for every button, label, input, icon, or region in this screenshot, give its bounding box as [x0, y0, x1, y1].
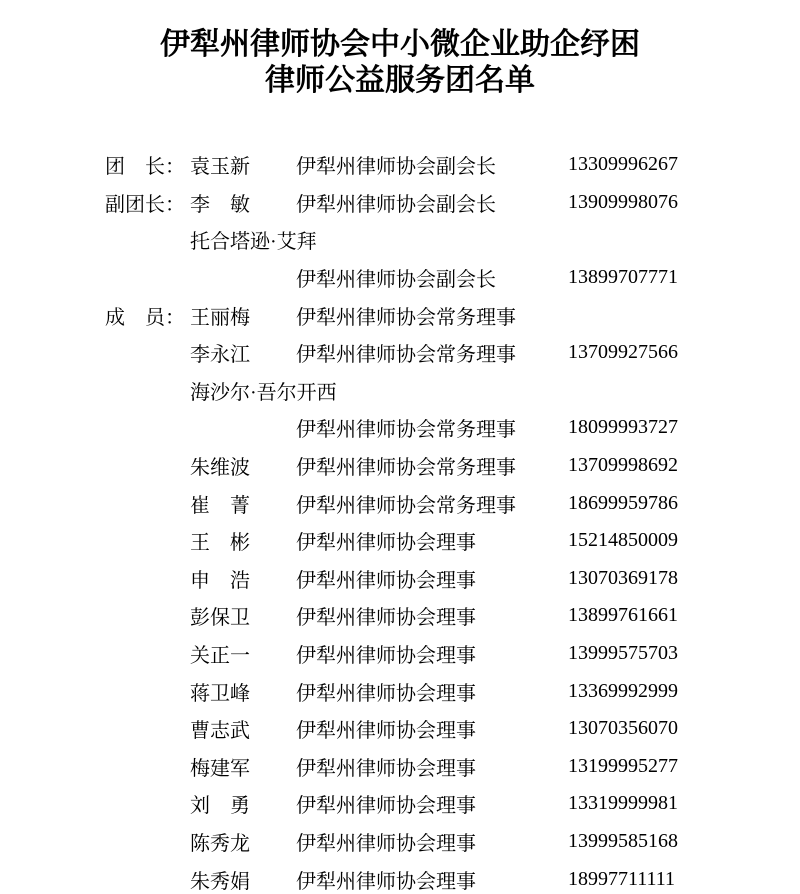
member-title: 伊犁州律师协会理事 [296, 569, 476, 592]
roster-row [0, 635, 800, 673]
member-name: 袁玉新 [190, 156, 250, 179]
member-phone: 15214850009 [568, 529, 678, 552]
member-phone: 13709927566 [568, 341, 678, 364]
member-phone: 13309996267 [568, 153, 678, 176]
member-name: 梅建军 [190, 757, 250, 780]
member-title: 伊犁州律师协会理事 [296, 720, 476, 743]
roster-row [0, 259, 800, 297]
member-phone: 13709998692 [568, 454, 678, 477]
member-name: 李 敏 [190, 193, 250, 216]
member-name: 托合塔逊·艾拜 [190, 231, 317, 254]
roster-row [0, 560, 800, 598]
member-phone: 13999585168 [568, 829, 678, 852]
roster-row [0, 785, 800, 823]
roster-row [0, 221, 800, 259]
member-name: 陈秀龙 [190, 832, 250, 855]
page-title-line-2: 律师公益服务团名单 [265, 64, 535, 97]
member-title: 伊犁州律师协会副会长 [296, 269, 496, 292]
page-title-line-1: 伊犁州律师协会中小微企业助企纾困 [160, 28, 640, 61]
member-name: 申 浩 [190, 569, 250, 592]
roster-row [0, 484, 800, 522]
roster-row [0, 860, 800, 894]
member-name: 海沙尔·吾尔开西 [190, 381, 337, 404]
roster-row [0, 672, 800, 710]
roster-list [0, 146, 800, 894]
member-title: 伊犁州律师协会常务理事 [296, 306, 516, 329]
roster-row [0, 710, 800, 748]
member-name: 曹志武 [190, 720, 250, 743]
member-title: 伊犁州律师协会理事 [296, 532, 476, 555]
member-phone: 18699959786 [568, 491, 678, 514]
member-title: 伊犁州律师协会常务理事 [296, 494, 516, 517]
role-label: 团 长： [105, 156, 185, 179]
member-title: 伊犁州律师协会理事 [296, 870, 476, 893]
member-title: 伊犁州律师协会理事 [296, 682, 476, 705]
member-title: 伊犁州律师协会理事 [296, 645, 476, 668]
member-name: 崔 菁 [190, 494, 250, 517]
member-phone: 13070356070 [568, 717, 678, 740]
member-phone: 13070369178 [568, 566, 678, 589]
member-name: 关正一 [190, 645, 250, 668]
member-name: 王 彬 [190, 532, 250, 555]
member-phone: 18997711111 [568, 867, 676, 890]
member-phone: 13899707771 [568, 266, 678, 289]
role-label: 副团长： [105, 193, 185, 216]
roster-row [0, 372, 800, 410]
roster-row [0, 823, 800, 861]
member-title: 伊犁州律师协会常务理事 [296, 344, 516, 367]
member-name: 李永江 [190, 344, 250, 367]
roster-row [0, 334, 800, 372]
member-title: 伊犁州律师协会常务理事 [296, 457, 516, 480]
member-phone: 13999575703 [568, 642, 678, 665]
member-title: 伊犁州律师协会常务理事 [296, 419, 516, 442]
member-name: 刘 勇 [190, 795, 250, 818]
member-name: 王丽梅 [190, 306, 250, 329]
member-phone: 13199995277 [568, 754, 678, 777]
role-label: 成 员： [105, 306, 185, 329]
member-phone: 18099993727 [568, 416, 678, 439]
member-title: 伊犁州律师协会理事 [296, 757, 476, 780]
page-title [0, 27, 800, 99]
roster-row [0, 522, 800, 560]
member-name: 朱秀娟 [190, 870, 250, 893]
member-phone: 13369992999 [568, 679, 678, 702]
member-title: 伊犁州律师协会副会长 [296, 193, 496, 216]
member-title: 伊犁州律师协会副会长 [296, 156, 496, 179]
member-phone: 13899761661 [568, 604, 678, 627]
member-title: 伊犁州律师协会理事 [296, 795, 476, 818]
roster-row [0, 447, 800, 485]
member-title: 伊犁州律师协会理事 [296, 832, 476, 855]
roster-row [0, 296, 800, 334]
roster-row [0, 146, 800, 184]
roster-row [0, 748, 800, 786]
roster-row [0, 597, 800, 635]
member-name: 蒋卫峰 [190, 682, 250, 705]
member-name: 彭保卫 [190, 607, 250, 630]
roster-row [0, 409, 800, 447]
roster-row [0, 184, 800, 222]
member-name: 朱维波 [190, 457, 250, 480]
member-phone: 13319999981 [568, 792, 678, 815]
member-phone: 13909998076 [568, 190, 678, 213]
member-title: 伊犁州律师协会理事 [296, 607, 476, 630]
